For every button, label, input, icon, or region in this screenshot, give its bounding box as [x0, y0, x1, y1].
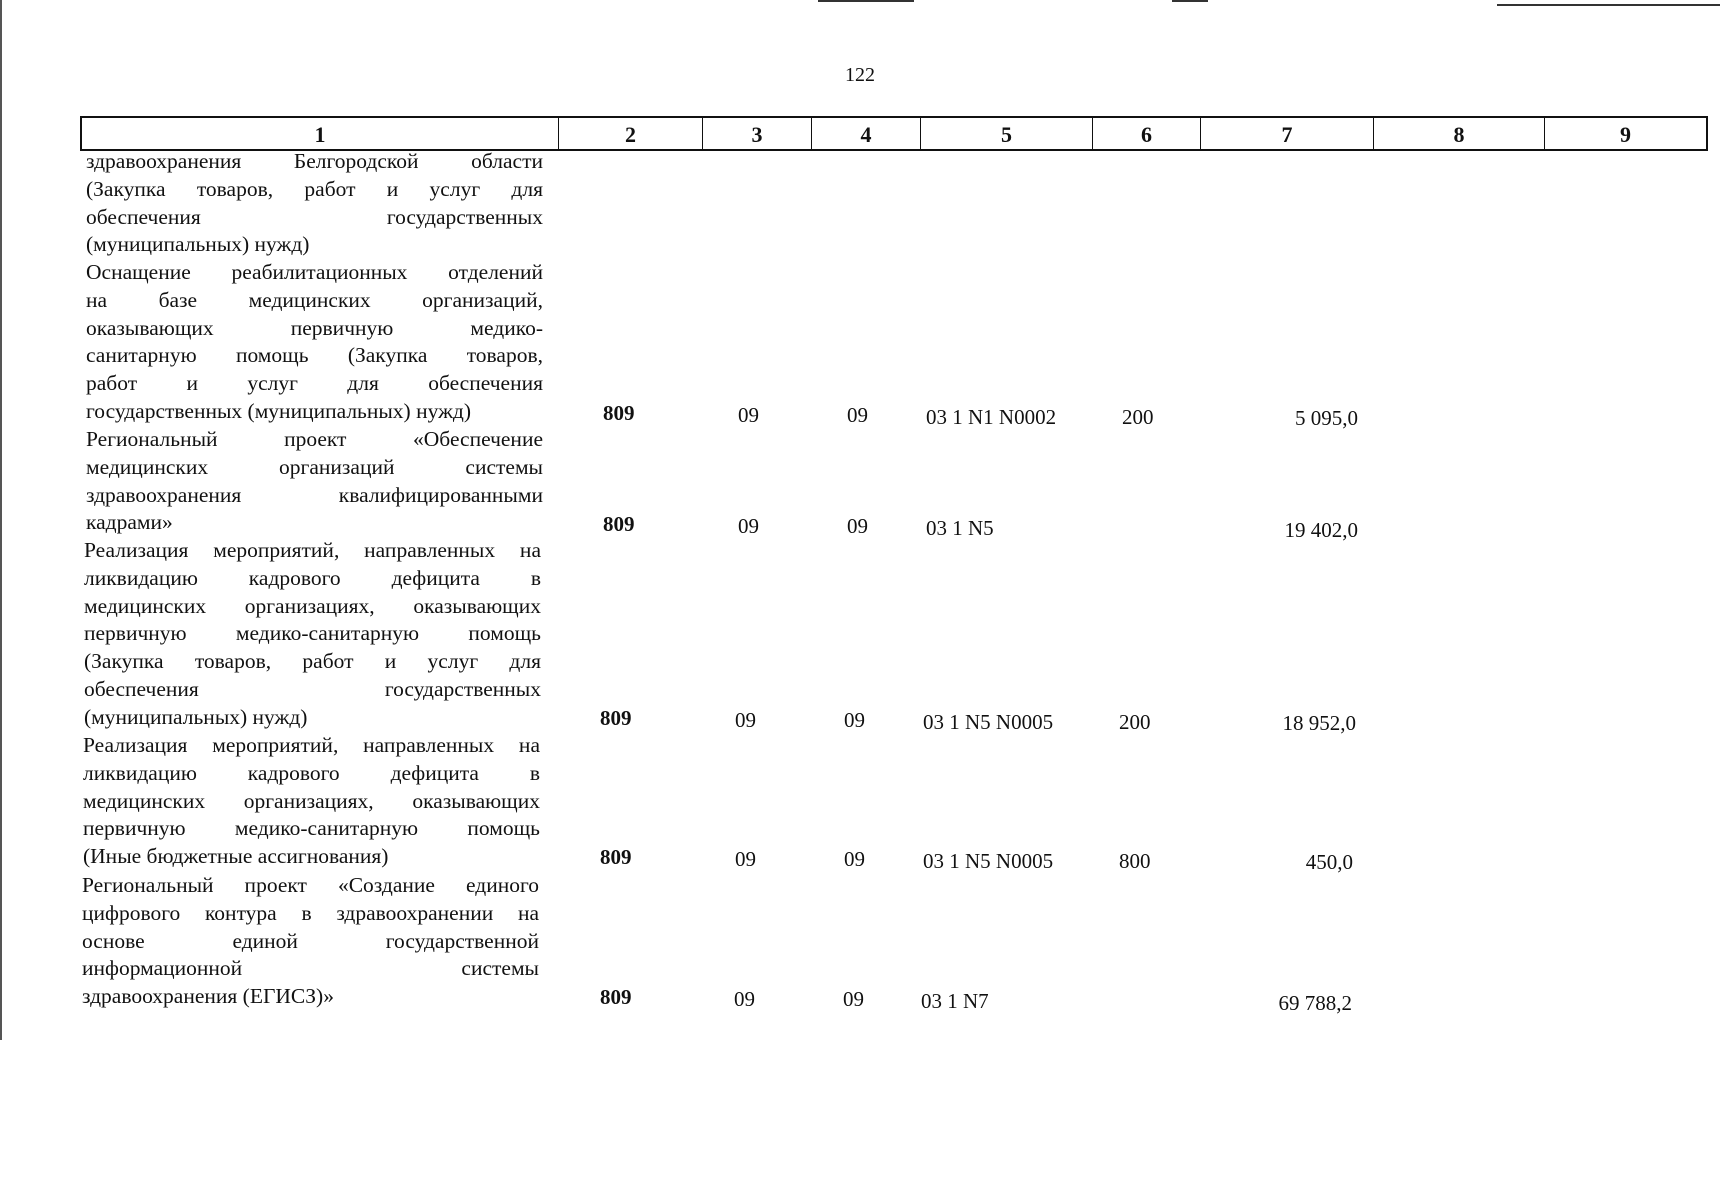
description-line: кадрами» [86, 510, 173, 535]
cell-subsection: 09 [844, 847, 865, 871]
table-header-cell: 8 [1374, 118, 1545, 149]
cell-target-article: 03 1 N5 [926, 516, 994, 540]
cell-target-article: 03 1 N5 N0005 [923, 849, 1054, 873]
description-line: ликвидацию кадрового дефицита в [84, 565, 541, 590]
description-line: санитарную помощь (Закупка товаров, [86, 343, 543, 368]
description-line: цифрового контура в здравоохранении на [82, 900, 539, 925]
table-header-cell: 7 [1201, 118, 1374, 149]
cell-target-article: 03 1 N1 N0002 [926, 405, 1057, 429]
description-line: (Иные бюджетные ассигнования) [83, 844, 389, 869]
cell-ministry-code: 809 [603, 512, 635, 536]
description-line: работ и услуг для обеспечения [86, 371, 543, 396]
cell-amount: 69 788,2 [1278, 991, 1352, 1015]
row-description [84, 537, 541, 732]
description-line: оказывающих первичную медико- [86, 315, 543, 340]
cell-subsection: 09 [847, 403, 868, 427]
cell-subsection: 09 [844, 708, 865, 732]
cell-section: 09 [738, 514, 759, 538]
description-line: первичную медико-санитарную помощь [83, 816, 540, 841]
cell-expense-type: 800 [1119, 849, 1151, 873]
description-line: медицинских организациях, оказывающих [83, 788, 540, 813]
cell-section: 09 [738, 403, 759, 427]
description-line: на базе медицинских организаций, [86, 287, 543, 312]
row-description [86, 426, 543, 537]
cell-ministry-code: 809 [600, 845, 632, 869]
description-line: обеспечения государственных [86, 204, 543, 229]
page-number: 122 [845, 64, 875, 86]
description-line: первичную медико-санитарную помощь [84, 621, 541, 646]
cell-section: 09 [735, 708, 756, 732]
cell-amount: 450,0 [1305, 850, 1353, 874]
cell-section: 09 [734, 987, 755, 1011]
cell-amount: 19 402,0 [1284, 518, 1358, 542]
scan-artifact-line [1172, 0, 1208, 2]
cell-expense-type: 200 [1119, 710, 1151, 734]
description-line: ликвидацию кадрового дефицита в [83, 760, 540, 785]
cell-ministry-code: 809 [600, 706, 632, 730]
description-line: государственных (муниципальных) нужд) [86, 398, 472, 423]
cell-subsection: 09 [847, 514, 868, 538]
description-line: (муниципальных) нужд) [86, 232, 310, 257]
description-line: (муниципальных) нужд) [84, 704, 308, 729]
table-header-cell: 3 [703, 118, 812, 149]
cell-amount: 18 952,0 [1282, 711, 1356, 735]
description-line: Реализация мероприятий, направленных на [84, 538, 541, 562]
table-header-cell: 6 [1093, 118, 1201, 149]
description-line: информационной системы [82, 956, 539, 981]
cell-target-article: 03 1 N7 [921, 989, 989, 1013]
row-description [86, 148, 543, 259]
row-description [86, 259, 543, 426]
description-line: медицинских организаций системы [86, 454, 543, 479]
description-line: Региональный проект «Обеспечение [86, 427, 543, 451]
scan-artifact-line [818, 0, 914, 2]
table-header-row [80, 116, 1708, 151]
cell-expense-type: 200 [1122, 405, 1154, 429]
description-line: (Закупка товаров, работ и услуг для [84, 649, 541, 674]
cell-section: 09 [735, 847, 756, 871]
cell-amount: 5 095,0 [1295, 406, 1358, 430]
description-line: основе единой государственной [82, 928, 539, 953]
description-line: обеспечения государственных [84, 676, 541, 701]
table-header-cell: 9 [1620, 121, 1631, 147]
scan-artifact-edge [0, 0, 2, 1040]
cell-target-article: 03 1 N5 N0005 [923, 710, 1054, 734]
table-header-cell: 1 [82, 118, 559, 149]
cell-ministry-code: 809 [600, 985, 632, 1009]
row-description [83, 732, 540, 871]
description-line: Реализация мероприятий, направленных на [83, 733, 540, 757]
description-line: медицинских организациях, оказывающих [84, 593, 541, 618]
description-line: Региональный проект «Создание единого [82, 873, 539, 897]
row-description [82, 872, 539, 1011]
description-line: здравоохранения Белгородской области [86, 149, 543, 173]
table-header-cell: 2 [559, 118, 703, 149]
table-header-cell: 4 [812, 118, 921, 149]
description-line: здравоохранения (ЕГИСЗ)» [82, 984, 334, 1009]
description-line: Оснащение реабилитационных отделений [86, 260, 543, 284]
cell-subsection: 09 [843, 987, 864, 1011]
description-line: (Закупка товаров, работ и услуг для [86, 176, 543, 201]
description-line: здравоохранения квалифицированными [86, 482, 543, 507]
scan-artifact-line [1497, 4, 1720, 6]
table-header-cell: 5 [921, 118, 1093, 149]
cell-ministry-code: 809 [603, 401, 635, 425]
